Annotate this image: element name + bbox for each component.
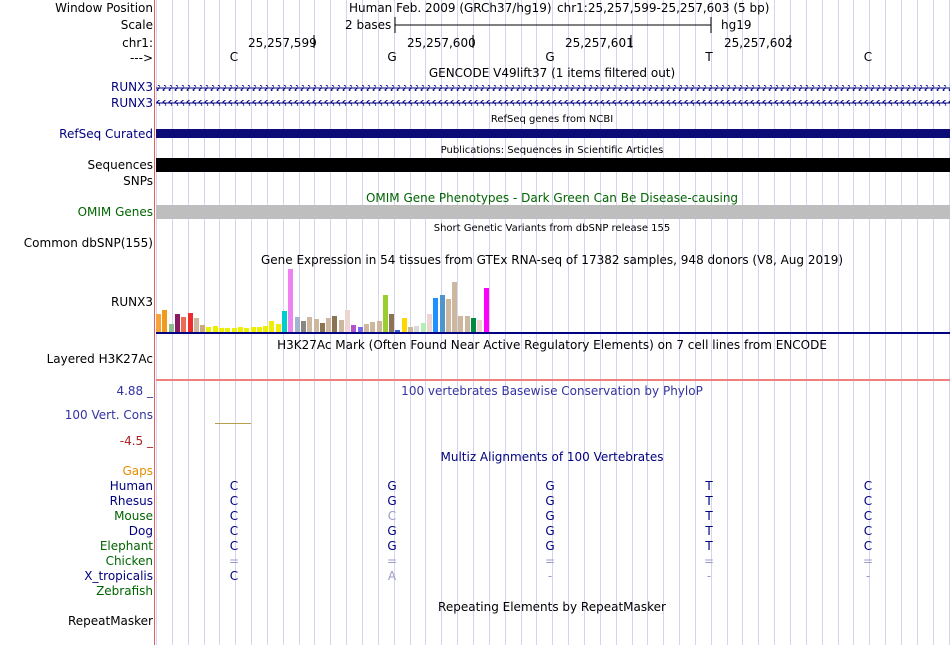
alignment-base: G xyxy=(545,494,555,508)
gtex-tissue-bar[interactable] xyxy=(484,288,489,332)
track-label-vert-cons[interactable]: 100 Vert. Cons xyxy=(64,408,153,422)
alignment-base: T xyxy=(705,539,713,553)
species-label[interactable]: X_tropicalis xyxy=(84,569,153,583)
gtex-tissue-bar[interactable] xyxy=(175,314,180,332)
alignment-base: C xyxy=(229,509,239,523)
gtex-tissue-bar[interactable] xyxy=(471,318,476,332)
gtex-tissue-bar[interactable] xyxy=(452,282,457,332)
alignment-base: C xyxy=(229,524,239,538)
alignment-base: C xyxy=(229,569,239,583)
gtex-tissue-bar[interactable] xyxy=(421,323,426,332)
alignment-base: C xyxy=(863,494,873,508)
label-scale: Scale xyxy=(120,18,153,32)
ref-base-1: C xyxy=(229,50,239,64)
track-label-gaps[interactable]: Gaps xyxy=(122,464,153,478)
gtex-tissue-bar[interactable] xyxy=(440,295,445,332)
alignment-base: G xyxy=(545,479,555,493)
ruler-ticks xyxy=(156,34,950,50)
alignment-base: G xyxy=(545,509,555,523)
repeatmasker-track-title[interactable]: Repeating Elements by RepeatMasker xyxy=(438,600,666,614)
alignment-base: T xyxy=(705,479,713,493)
gtex-tissue-bar[interactable] xyxy=(465,316,470,332)
gtex-tissue-bar[interactable] xyxy=(181,317,186,332)
gtex-baseline xyxy=(156,332,950,334)
phylop-track-title[interactable]: 100 vertebrates Basewise Conservation by PhyloP xyxy=(401,384,703,398)
publications-track-title[interactable]: Publications: Sequences in Scientific Articles xyxy=(440,145,664,156)
alignment-base: G xyxy=(387,524,397,538)
track-label-sequences[interactable]: Sequences xyxy=(87,158,153,172)
phylop-max-value: 4.88 _ xyxy=(116,384,153,398)
ref-base-5: C xyxy=(863,50,873,64)
gtex-tissue-bar[interactable] xyxy=(326,318,331,332)
ruler-coord-3: 25,257,601 xyxy=(565,36,634,50)
species-label[interactable]: Human xyxy=(109,479,153,493)
track-label-refseq[interactable]: RefSeq Curated xyxy=(59,127,153,141)
gtex-bar-chart[interactable] xyxy=(156,268,950,332)
position-readout: chr1:25,257,599-25,257,603 (5 bp) xyxy=(557,1,770,15)
gtex-tissue-bar[interactable] xyxy=(314,319,319,332)
phylop-min-value: -4.5 _ xyxy=(119,434,153,448)
alignment-base: T xyxy=(705,494,713,508)
sequences-bar[interactable] xyxy=(156,158,950,172)
gtex-tissue-bar[interactable] xyxy=(339,320,344,332)
alignment-base: = xyxy=(228,554,240,568)
gtex-tissue-bar[interactable] xyxy=(433,298,438,332)
ref-base-2: G xyxy=(387,50,397,64)
species-label[interactable]: Dog xyxy=(128,524,153,538)
alignment-base: C xyxy=(387,509,397,523)
alignment-base: T xyxy=(705,509,713,523)
gtex-tissue-bar[interactable] xyxy=(301,321,306,332)
species-label[interactable]: Rhesus xyxy=(109,494,153,508)
ref-base-4: T xyxy=(705,50,713,64)
gtex-tissue-bar[interactable] xyxy=(345,310,350,332)
alignment-base: C xyxy=(229,479,239,493)
gtex-tissue-bar[interactable] xyxy=(477,320,482,332)
h3k27ac-track-title[interactable]: H3K27Ac Mark (Often Found Near Active Regulatory Elements) on 7 cell lines from ENCODE xyxy=(277,338,827,352)
gtex-tissue-bar[interactable] xyxy=(383,295,388,332)
gtex-tissue-bar[interactable] xyxy=(402,318,407,332)
multiz-track-title[interactable]: Multiz Alignments of 100 Vertebrates xyxy=(440,450,664,464)
track-label-omim[interactable]: OMIM Genes xyxy=(77,205,153,219)
ruler-coord-2: 25,257,600 xyxy=(407,36,476,50)
alignment-base: - xyxy=(547,569,553,583)
gtex-tissue-bar[interactable] xyxy=(370,322,375,332)
gtex-tissue-bar[interactable] xyxy=(389,314,394,332)
track-label-dbsnp[interactable]: Common dbSNP(155) xyxy=(23,236,153,250)
species-label[interactable]: Chicken xyxy=(105,554,153,568)
species-label[interactable]: Elephant xyxy=(99,539,153,553)
alignment-base: C xyxy=(863,539,873,553)
alignment-base: C xyxy=(229,539,239,553)
gtex-tissue-bar[interactable] xyxy=(351,325,356,332)
gtex-tissue-bar[interactable] xyxy=(458,316,463,332)
alignment-base: A xyxy=(387,569,397,583)
omim-track-title[interactable]: OMIM Gene Phenotypes - Dark Green Can Be Disease-causing xyxy=(365,191,739,205)
scale-text: 2 bases xyxy=(345,18,392,32)
alignment-base: C xyxy=(863,479,873,493)
ruler-coord-1: 25,257,599 xyxy=(248,36,317,50)
gtex-tissue-bar[interactable] xyxy=(269,321,274,332)
alignment-base: = xyxy=(544,554,556,568)
alignment-base: = xyxy=(386,554,398,568)
scale-assembly: hg19 xyxy=(721,18,752,32)
gtex-tissue-bar[interactable] xyxy=(194,318,199,332)
label-window-position: Window Position xyxy=(55,1,153,15)
alignment-base: C xyxy=(863,509,873,523)
label-strand-arrow: ---> xyxy=(129,51,153,65)
ref-base-3: G xyxy=(545,50,555,64)
scale-bar xyxy=(393,16,713,34)
alignment-base: - xyxy=(865,569,871,583)
track-label-snps[interactable]: SNPs xyxy=(123,174,153,188)
alignment-base: C xyxy=(229,494,239,508)
alignment-base: G xyxy=(387,539,397,553)
phylop-signal[interactable] xyxy=(215,423,251,424)
alignment-base: = xyxy=(703,554,715,568)
assembly-title: Human Feb. 2009 (GRCh37/hg19) xyxy=(349,1,552,15)
alignment-base: G xyxy=(545,539,555,553)
gtex-track-title[interactable]: Gene Expression in 54 tissues from GTEx RNA-seq of 17382 samples, 948 donors (V8, Aug 2019) xyxy=(260,253,844,267)
refseq-track-title[interactable]: RefSeq genes from NCBI xyxy=(490,114,614,125)
h3k27ac-signal[interactable] xyxy=(156,379,950,381)
gtex-tissue-bar[interactable] xyxy=(276,324,281,332)
species-label[interactable]: Zebrafish xyxy=(96,584,153,598)
track-label-h3k27ac[interactable]: Layered H3K27Ac xyxy=(46,352,153,366)
gencode-track-title[interactable]: GENCODE V49lift37 (1 items filtered out) xyxy=(428,66,676,80)
gtex-tissue-bar[interactable] xyxy=(307,317,312,332)
omim-gene-bar[interactable] xyxy=(156,205,950,219)
gtex-tissue-bar[interactable] xyxy=(427,314,432,332)
gtex-tissue-bar[interactable] xyxy=(200,325,205,332)
gtex-tissue-bar[interactable] xyxy=(446,299,451,332)
gtex-tissue-bar[interactable] xyxy=(295,317,300,332)
gtex-tissue-bar[interactable] xyxy=(364,324,369,332)
track-label-runx3-gencode-2[interactable]: RUNX3 xyxy=(111,96,153,110)
track-label-gtex-runx3[interactable]: RUNX3 xyxy=(111,295,153,309)
dbsnp-track-title[interactable]: Short Genetic Variants from dbSNP release 155 xyxy=(433,223,671,234)
alignment-base: = xyxy=(862,554,874,568)
label-divider xyxy=(154,0,155,645)
track-label-repeatmasker[interactable]: RepeatMasker xyxy=(67,614,153,628)
gtex-tissue-bar[interactable] xyxy=(320,323,325,332)
gencode-transcripts[interactable] xyxy=(156,81,950,109)
alignment-base: G xyxy=(545,524,555,538)
alignment-base: G xyxy=(387,494,397,508)
ruler-coord-4: 25,257,602 xyxy=(724,36,793,50)
gtex-tissue-bar[interactable] xyxy=(288,269,293,332)
refseq-gene-bar[interactable] xyxy=(156,129,950,138)
alignment-base: C xyxy=(863,524,873,538)
gtex-tissue-bar[interactable] xyxy=(377,321,382,332)
gtex-tissue-bar[interactable] xyxy=(332,316,337,332)
track-label-runx3-gencode-1[interactable]: RUNX3 xyxy=(111,80,153,94)
label-chr: chr1: xyxy=(122,36,153,50)
alignment-base: G xyxy=(387,479,397,493)
gtex-tissue-bar[interactable] xyxy=(162,310,167,332)
gtex-tissue-bar[interactable] xyxy=(188,313,193,332)
gtex-tissue-bar[interactable] xyxy=(169,324,174,332)
species-label[interactable]: Mouse xyxy=(114,509,153,523)
gtex-tissue-bar[interactable] xyxy=(156,314,161,332)
gtex-tissue-bar[interactable] xyxy=(282,311,287,332)
alignment-base: T xyxy=(705,524,713,538)
alignment-base: - xyxy=(706,569,712,583)
